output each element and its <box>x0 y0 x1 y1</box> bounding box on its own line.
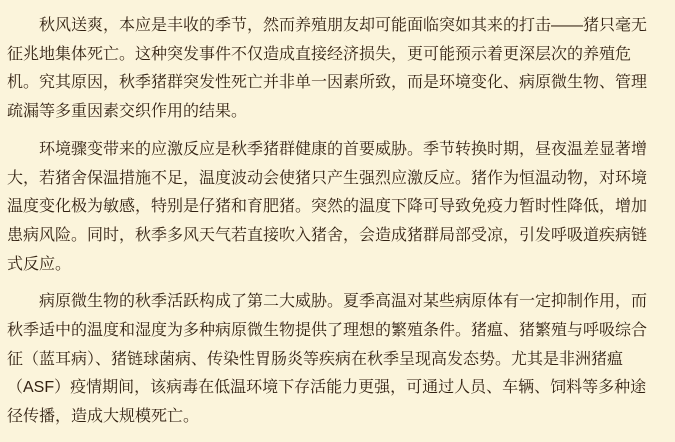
paragraph-environment-stress: 环境骤变带来的应激反应是秋季猪群健康的首要威胁。季节转换时期，昼夜温差显著增大，若猪舍保温措施不足，温度波动会使猪只产生强烈应激反应。猪作为恒温动物，对环境温度变化极为敏感，特别是仔猪和育肥猪。突然的温度下降可导致免疫力暂时性降低，增加患病风险。同时，秋季多风天气若直接吹入猪舍，会造成猪群局部受凉，引发呼吸道疾病链式反应。 <box>7 140 648 273</box>
paragraph-intro: 秋风送爽，本应是丰收的季节，然而养殖朋友却可能面临突如其来的打击——猪只毫无征兆地集体死亡。这种突发事件不仅造成直接经济损失，更可能预示着更深层次的养殖危机。究其原因，秋季猪群突发性死亡并非单一因素所致，而是环境变化、病原微生物、管理疏漏等多重因素交织作用的结果。 <box>7 17 648 121</box>
paragraph-pathogens: 病原微生物的秋季活跃构成了第二大威胁。夏季高温对某些病原体有一定抑制作用，而秋季适中的温度和湿度为多种病原微生物提供了理想的繁殖条件。猪瘟、猪繁殖与呼吸综合征（蓝耳病）、猪链球菌病、传染性胃肠炎等疾病在秋季呈现高发态势。尤其是非洲猪瘟（ASF）疫情期间，该病毒在低温环境下存活能力更强，可通过人员、车辆、饲料等多种途径传播，造成大规模死亡。 <box>7 293 648 426</box>
